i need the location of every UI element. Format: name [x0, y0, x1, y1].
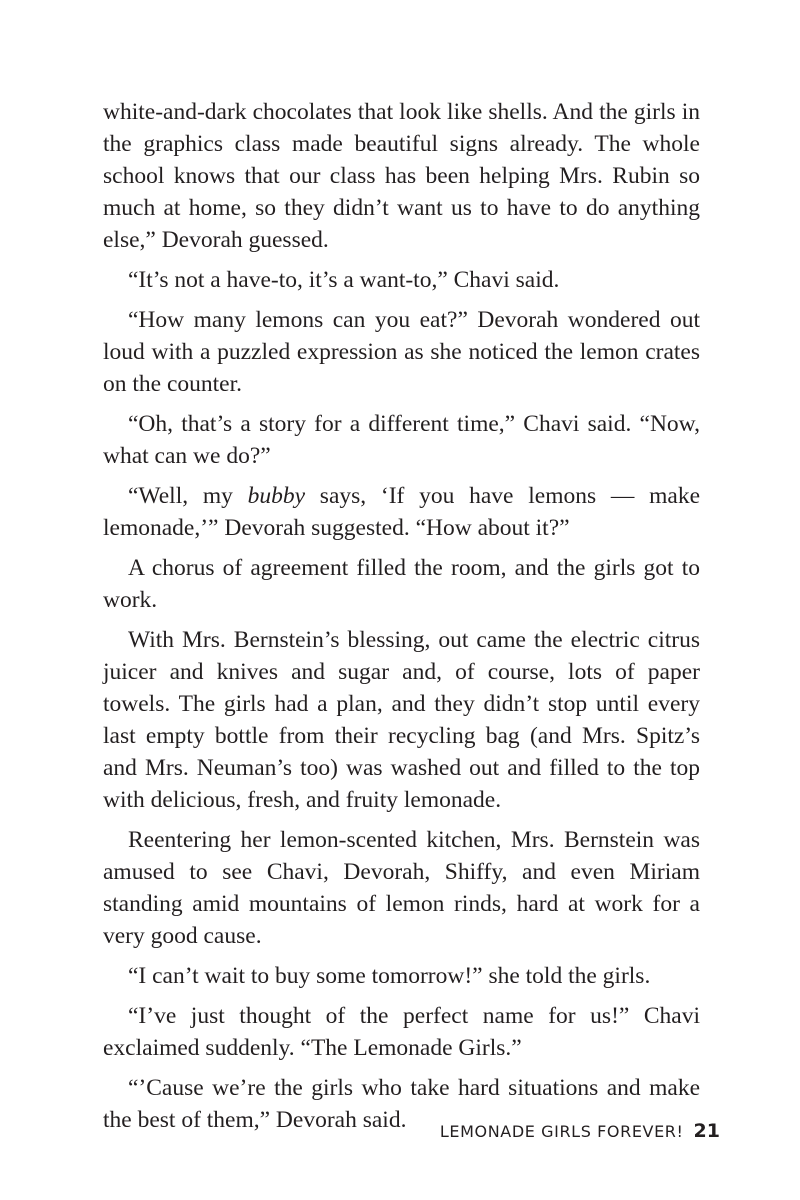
paragraph-text: “How many lemons can you eat?” Devorah wondered out loud with a puzzled expression as she noticed the lemon crates on the counter. [103, 307, 700, 397]
page-footer [440, 1120, 720, 1142]
paragraph-text: “Well, my [128, 483, 248, 509]
page-number: 21 [693, 1120, 720, 1142]
running-title: LEMONADE GIRLS FOREVER! [439, 1122, 684, 1141]
paragraph [103, 96, 700, 256]
paragraph [103, 480, 700, 544]
paragraph-text: “I’ve just thought of the perfect name for us!” Chavi exclaimed suddenly. “The Lemonade Girls.” [103, 1003, 700, 1061]
paragraph [103, 408, 700, 472]
paragraph-text: With Mrs. Bernstein’s blessing, out came the electric citrus juicer and knives and sugar and, of course, lots of paper towels. The girls had a plan, and they didn’t stop until every last empty bottle from their recycling bag (and Mrs. Spitz’s and Mrs. Neuman’s too) was washed out and filled to the top with delicious, fresh, and fruity lemonade. [103, 627, 700, 813]
paragraph-text: A chorus of agreement filled the room, and the girls got to work. [103, 555, 700, 613]
paragraph [103, 264, 700, 296]
paragraph-text: white-and-dark chocolates that look like shells. And the girls in the graphics class made beautiful signs already. The whole school knows that our class has been helping Mrs. Rubin so much at home, so they didn’t want us to have to do anything else,” Devorah guessed. [103, 99, 700, 253]
paragraph [103, 304, 700, 400]
paragraph-text: “’Cause we’re the girls who take hard situations and make the best of them,” Devorah said. [103, 1075, 700, 1133]
paragraph-text: “It’s not a have-to, it’s a want-to,” Chavi said. [128, 267, 560, 293]
paragraph-text: “I can’t wait to buy some tomorrow!” she told the girls. [128, 963, 651, 989]
paragraph [103, 824, 700, 952]
paragraph [103, 552, 700, 616]
paragraph-text: says, ‘If you have lemons — make lemonade,’” Devorah suggested. “How about it?” [103, 483, 700, 541]
paragraph [103, 624, 700, 816]
paragraph-text: “Oh, that’s a story for a different time,” Chavi said. “Now, what can we do?” [103, 411, 700, 469]
italic-word: bubby [247, 483, 306, 509]
body-text [103, 96, 700, 1136]
paragraph [103, 1000, 700, 1064]
paragraph-text: Reentering her lemon-scented kitchen, Mrs. Bernstein was amused to see Chavi, Devorah, Shiffy, and even Miriam standing amid mountains of lemon rinds, hard at work for a very good cause. [103, 827, 700, 949]
paragraph [103, 960, 700, 992]
